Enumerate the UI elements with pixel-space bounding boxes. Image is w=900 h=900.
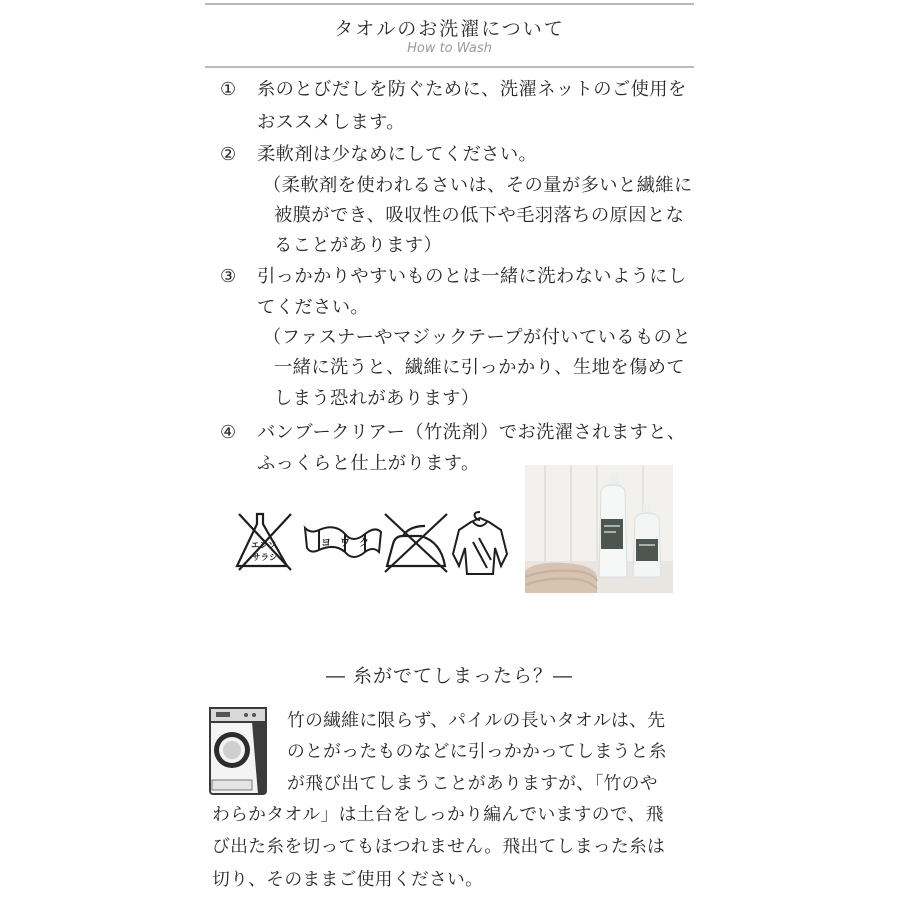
step-1-line-2: おススメします。 — [257, 112, 405, 133]
thread-line-2: のとがったものなどに引っかかってしまうと糸 — [287, 741, 667, 762]
step-4-line-2: ふっくらと仕上がります。 — [257, 453, 480, 474]
washing-machine-icon — [208, 706, 270, 798]
care-icons — [235, 508, 520, 578]
bleach-text-1: エンソ — [251, 541, 277, 551]
step-2-line-1: 柔軟剤は少なめにしてください。 — [257, 144, 538, 165]
thread-line-4: わらかタオル」は土台をしっかり編んでいますので、飛 — [212, 804, 664, 825]
thread-line-3: が飛び出てしまうことがありますが、「竹のや — [287, 773, 658, 794]
step-number-1: ① — [220, 79, 237, 100]
step-3-note-3: しまう恐れがあります） — [274, 388, 480, 409]
step-1-line-1: 糸のとびだしを防ぐために、洗濯ネットのご使用を — [257, 79, 687, 100]
step-3-note-1: （ファスナーやマジックテープが付いているものと — [263, 327, 692, 348]
top-rule — [205, 3, 694, 5]
step-2-note-2: 被膜ができ、吸収性の低下や毛羽落ちの原因とな — [274, 205, 685, 226]
step-3-note-2: 一緒に洗うと、繊維に引っかかり、生地を傷めて — [274, 357, 685, 378]
product-photo — [525, 465, 673, 593]
step-3-line-2: てください。 — [257, 297, 370, 318]
hang-dry-icon — [453, 512, 507, 574]
wring-text: ヨワク — [321, 538, 378, 549]
no-iron-icon — [385, 514, 447, 572]
page-title: タオルのお洗濯について — [334, 18, 565, 40]
thread-line-6: 切り、そのままご使用ください。 — [212, 869, 484, 890]
thread-section-title: ― 糸がでてしまったら？― — [325, 665, 574, 687]
page-subtitle: How to Wash — [407, 41, 492, 56]
step-number-2: ② — [220, 144, 237, 165]
bleach-text-2: サラシ — [252, 553, 278, 563]
step-3-line-1: 引っかかりやすいものとは一緒に洗わないようにし — [257, 266, 687, 287]
step-number-4: ④ — [220, 422, 237, 443]
step-number-3: ③ — [220, 266, 237, 287]
step-2-note-1: （柔軟剤を使われるさいは、その量が多いと繊維に — [263, 175, 693, 196]
product-photo-graphic — [525, 465, 673, 593]
thread-line-5: び出た糸を切ってもほつれません。飛出てしまった糸は — [212, 836, 666, 857]
step-4-line-1: バンブークリアー（竹洗剤）でお洗濯されますと、 — [257, 422, 686, 443]
header-rule — [205, 66, 694, 68]
step-2-note-3: ることがあります） — [274, 235, 443, 256]
thread-line-1: 竹の繊維に限らず、パイルの長いタオルは、先 — [287, 710, 666, 731]
